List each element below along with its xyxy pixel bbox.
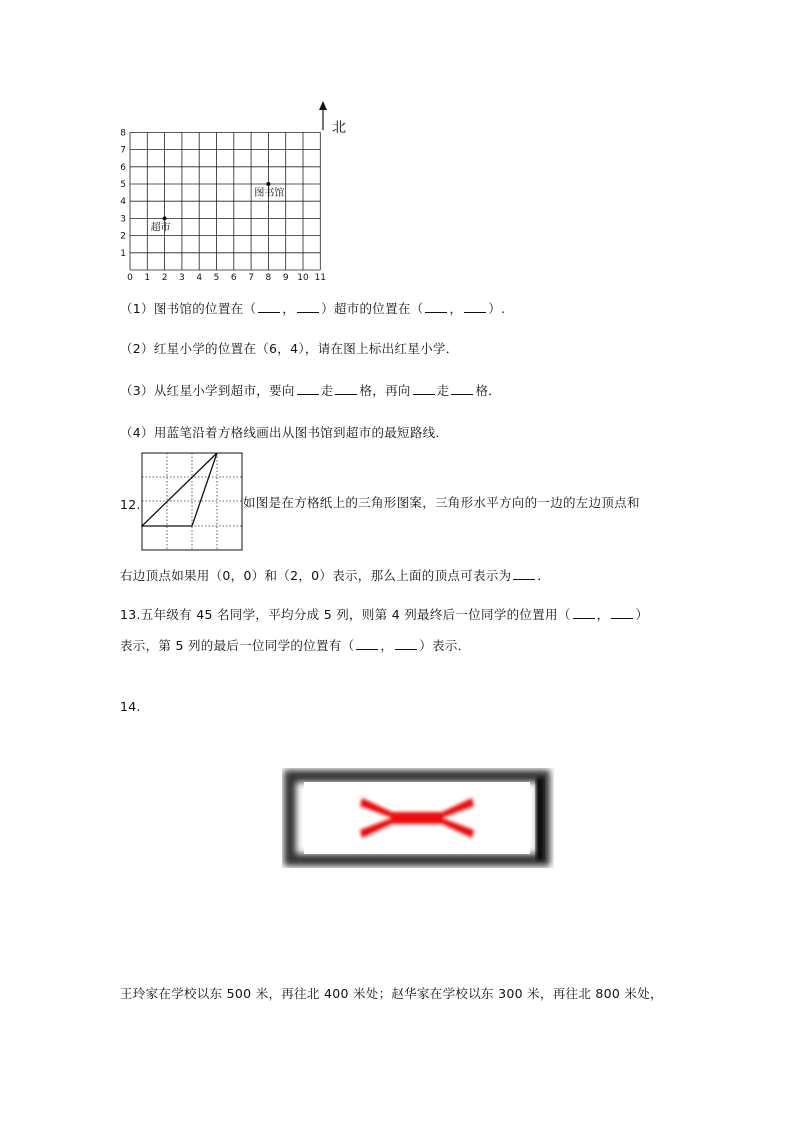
- x-tick-label: 3: [179, 273, 185, 283]
- q12-number: 12.: [120, 497, 141, 512]
- y-tick-label: 8: [120, 128, 126, 139]
- grid-point-marker: [266, 182, 270, 186]
- coordinate-grid-figure: [112, 98, 362, 283]
- x-tick-label: 8: [265, 273, 272, 283]
- x-tick-label: 6: [230, 273, 237, 283]
- answer-blank[interactable]: [611, 607, 633, 619]
- q11-part2: （2）红星小学的位置在（6，4），请在图上标出红星小学．: [120, 341, 459, 356]
- q13-line1: 13.五年级有 45 名同学，平均分成 5 列，则第 4 列最终后一位同学的位置用（ ， ）: [120, 607, 649, 622]
- triangle-grid-figure: [141, 452, 243, 552]
- y-tick-label: 5: [120, 180, 126, 190]
- x-tick-label: 9: [282, 273, 289, 283]
- y-tick-label: 1: [120, 248, 126, 259]
- x-tick-label: 0: [127, 273, 133, 283]
- grid-points: [151, 182, 285, 233]
- y-tick-label: 2: [120, 231, 126, 242]
- grid-point-marker: [163, 216, 167, 220]
- triangle-shape: [142, 453, 217, 526]
- answer-blank[interactable]: [413, 383, 435, 395]
- grid-tick-labels: [120, 128, 326, 283]
- answer-blank[interactable]: [573, 607, 595, 619]
- q11-part1: （1）图书馆的位置在（ ， ）超市的位置在（ ， ）.: [120, 301, 506, 316]
- x-tick-label: 2: [161, 273, 168, 283]
- y-tick-label: 3: [120, 214, 126, 225]
- q14-text: 王玲家在学校以东 500 米，再往北 400 米处；赵华家在学校以东 300 米，再往北 800 米处，: [120, 986, 663, 1001]
- grid-lines: [130, 132, 320, 270]
- answer-blank[interactable]: [335, 383, 357, 395]
- y-tick-label: 4: [120, 197, 126, 208]
- grid-point-label: 图书馆: [254, 188, 285, 199]
- q13-line2: 表示，第 5 列的最后一位同学的位置有（ ， ）表示．: [120, 638, 471, 653]
- y-tick-label: 6: [120, 162, 126, 173]
- answer-blank[interactable]: [258, 301, 280, 313]
- q11-part3: （3）从红星小学到超市，要向 走 格，再向 走 格．: [120, 383, 502, 398]
- q12-text-line1: 如图是在方格纸上的三角形图案，三角形水平方向的一边的左边顶点和: [243, 495, 640, 510]
- answer-blank[interactable]: [297, 383, 319, 395]
- answer-blank[interactable]: [356, 638, 378, 650]
- north-label: 北: [332, 120, 346, 136]
- x-tick-label: 10: [297, 273, 309, 283]
- answer-blank[interactable]: [395, 638, 417, 650]
- x-tick-label: 1: [144, 273, 151, 283]
- answer-blank[interactable]: [451, 383, 473, 395]
- x-tick-label: 4: [196, 273, 203, 283]
- y-tick-label: 7: [120, 145, 126, 156]
- answer-blank[interactable]: [513, 568, 535, 580]
- answer-blank[interactable]: [297, 301, 319, 313]
- x-tick-label: 7: [248, 273, 254, 283]
- q12-text-line2: 右边顶点如果用（0，0）和（2，0）表示，那么上面的顶点可表示为 ．: [120, 568, 551, 583]
- answer-blank[interactable]: [425, 301, 447, 313]
- q14-number: 14.: [120, 699, 141, 714]
- north-arrowhead-icon: [319, 101, 327, 110]
- broken-image-icon: [282, 768, 554, 868]
- x-tick-label: 5: [213, 273, 220, 283]
- q11-part4: （4）用蓝笔沿着方格线画出从图书馆到超市的最短路线．: [120, 425, 449, 440]
- grid-point-label: 超市: [150, 222, 171, 234]
- x-tick-label: 11: [314, 273, 327, 283]
- answer-blank[interactable]: [464, 301, 486, 313]
